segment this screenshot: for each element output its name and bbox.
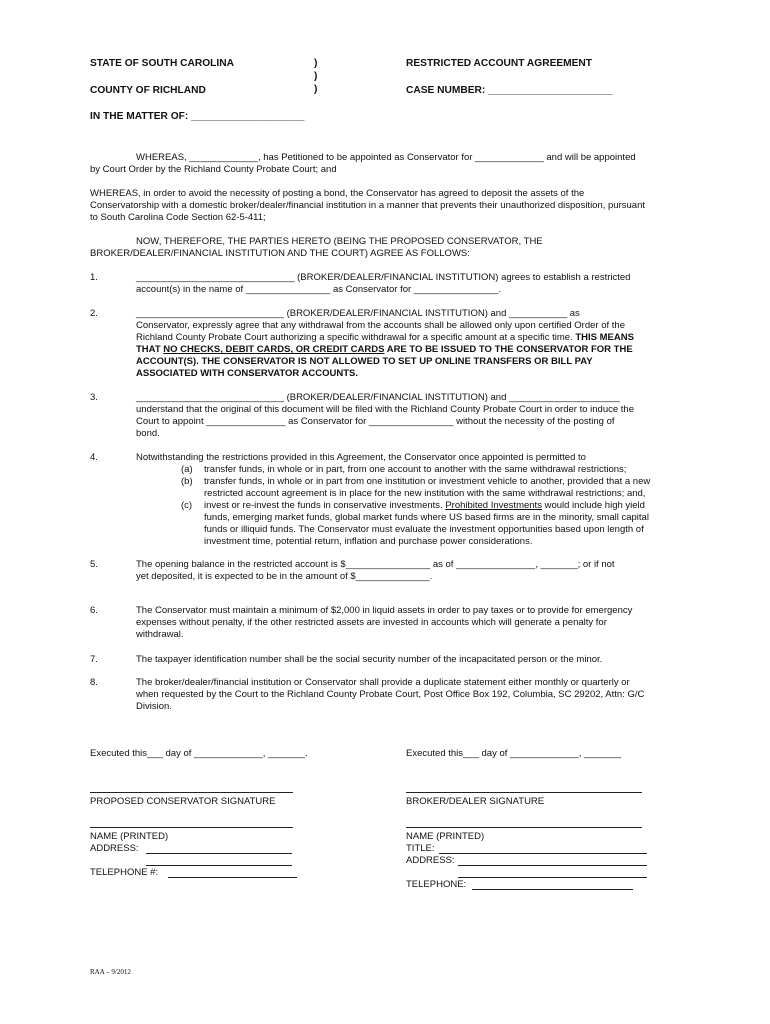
conservator-address-line[interactable]	[146, 853, 292, 854]
conservator-address-line-2[interactable]	[146, 865, 292, 866]
item-8-line: Division.	[136, 701, 172, 712]
item-5-line: yet deposited, it is expected to be in the amount of $______________.	[136, 571, 433, 582]
caption-paren: )	[314, 58, 318, 69]
item-number: 5.	[90, 559, 98, 570]
broker-name-line[interactable]	[406, 827, 642, 828]
broker-telephone-label: TELEPHONE:	[406, 879, 467, 890]
conservator-telephone-line[interactable]	[168, 877, 297, 878]
item-number: 7.	[90, 654, 98, 665]
item-5-line: The opening balance in the restricted account is $________________ as of _______________, _______; or if not	[136, 559, 615, 570]
item-1-line: ______________________________ (BROKER/DEALER/FINANCIAL INSTITUTION) agrees to establish a restricted	[136, 272, 631, 283]
item-4-line: investment time, potential return, inflation and purchase power considerations.	[204, 536, 533, 547]
item-number: 8.	[90, 677, 98, 688]
now-therefore-line: BROKER/DEALER/FINANCIAL INSTITUTION AND THE COURT) AGREE AS FOLLOWS:	[90, 248, 470, 259]
conservator-address-label: ADDRESS:	[90, 843, 139, 854]
broker-signature-line[interactable]	[406, 792, 642, 793]
item-number: 1.	[90, 272, 98, 283]
conservator-signature-label: PROPOSED CONSERVATOR SIGNATURE	[90, 796, 276, 807]
item-4-line	[204, 500, 645, 512]
form-code: RAA – 9/2012	[90, 968, 131, 976]
item-2-line: ASSOCIATED WITH CONSERVATOR ACCOUNTS.	[136, 368, 359, 379]
caption-paren: )	[314, 84, 318, 95]
broker-title-label: TITLE:	[406, 843, 435, 854]
broker-title-line[interactable]	[439, 853, 647, 854]
item-2-line: ____________________________ (BROKER/DEALER/FINANCIAL INSTITUTION) and ___________ as	[136, 308, 580, 319]
whereas-2-line: to South Carolina Code Section 62-5-411;	[90, 212, 266, 223]
item-4-sublabel: (a)	[181, 464, 193, 475]
broker-telephone-line[interactable]	[472, 889, 633, 890]
item-4-text: would include high yield	[541, 500, 645, 511]
item-4-sublabel: (c)	[181, 500, 193, 511]
item-2-emphasis-underlined: NO CHECKS, DEBIT CARDS, OR CREDIT CARDS	[163, 344, 385, 355]
caption-paren: )	[314, 71, 318, 82]
whereas-1-line: WHEREAS, _____________, has Petitioned to be appointed as Conservator for _____________ and will be appointed	[136, 152, 636, 163]
item-4-line: funds, emerging market funds, global market funds where US based firms are in the minority, small capital	[204, 512, 649, 523]
county-heading: COUNTY OF RICHLAND	[90, 85, 206, 96]
right-executed-line[interactable]: Executed this___ day of _____________, _______	[406, 748, 621, 759]
item-3-line: understand that the original of this document will be filed with the Richland County Probate Court in order to induce the	[136, 404, 634, 415]
case-number-field[interactable]: CASE NUMBER: ______________________	[406, 85, 613, 96]
item-4-line: Notwithstanding the restrictions provided in this Agreement, the Conservator once appointed is permitted to	[136, 452, 586, 463]
whereas-1-line: by Court Order by the Richland County Probate Court; and	[90, 164, 337, 175]
item-6-line: expenses without penalty, if the other restricted assets are invested in accounts which will generate a penalty for	[136, 617, 607, 628]
item-number: 6.	[90, 605, 98, 616]
broker-signature-label: BROKER/DEALER SIGNATURE	[406, 796, 545, 807]
item-1-line: account(s) in the name of ________________ as Conservator for ________________.	[136, 284, 501, 295]
state-heading: STATE OF SOUTH CAROLINA	[90, 58, 234, 69]
item-2-line	[136, 344, 633, 356]
matter-field[interactable]: IN THE MATTER OF: ____________________	[90, 111, 305, 122]
item-4-line: funds or illiquid funds. The Conservator must evaluate the investment opportunities based upon length of	[204, 524, 644, 535]
item-number: 4.	[90, 452, 98, 463]
broker-name-label: NAME (PRINTED)	[406, 831, 485, 842]
item-4-text: invest or re-invest the funds in conservative investments.	[204, 500, 443, 511]
item-4-line: restricted account agreement is in place for the new institution with the same withdrawal restrictions; and,	[204, 488, 646, 499]
item-3-line: ____________________________ (BROKER/DEALER/FINANCIAL INSTITUTION) and _____________________	[136, 392, 620, 403]
broker-address-label: ADDRESS:	[406, 855, 455, 866]
broker-address-line-2[interactable]	[458, 877, 647, 878]
item-2-line	[136, 332, 634, 344]
now-therefore-line: NOW, THEREFORE, THE PARTIES HERETO (BEING THE PROPOSED CONSERVATOR, THE	[136, 236, 543, 247]
left-executed-line[interactable]: Executed this___ day of _____________, _______.	[90, 748, 308, 759]
broker-address-line[interactable]	[458, 865, 647, 866]
item-3-line: Court to appoint _______________ as Conservator for ________________ without the necessity of the posting of	[136, 416, 615, 427]
item-number: 3.	[90, 392, 98, 403]
item-4-sublabel: (b)	[181, 476, 193, 487]
item-2-text: Richland County Probate Court authorizing a specific withdrawal for a specific amount at a specific time.	[136, 332, 573, 343]
item-4-line: transfer funds, in whole or in part, from one account to another with the same withdrawal restrictions;	[204, 464, 627, 475]
conservator-name-line[interactable]	[90, 827, 293, 828]
item-6-line: The Conservator must maintain a minimum of $2,000 in liquid assets in order to pay taxes or to provide for emergency	[136, 605, 633, 616]
item-2-emphasis: ARE TO BE ISSUED TO THE CONSERVATOR FOR THE	[384, 344, 633, 355]
item-6-line: withdrawal.	[136, 629, 184, 640]
item-2-emphasis: THAT	[136, 344, 164, 355]
item-7-line: The taxpayer identification number shall be the social security number of the incapacitated person or the minor.	[136, 654, 603, 665]
conservator-signature-line[interactable]	[90, 792, 293, 793]
item-2-emphasis: THIS MEANS	[575, 332, 634, 343]
item-number: 2.	[90, 308, 98, 319]
item-2-line: ACCOUNT(S). THE CONSERVATOR IS NOT ALLOWED TO SET UP ONLINE TRANSFERS OR BILL PAY	[136, 356, 593, 367]
item-3-line: bond.	[136, 428, 160, 439]
prohibited-investments-term: Prohibited Investments	[445, 500, 542, 511]
item-2-line: Conservator, expressly agree that any withdrawal from the accounts shall be allowed only upon certified Order of the	[136, 320, 625, 331]
whereas-2-line: WHEREAS, in order to avoid the necessity of posting a bond, the Conservator has agreed to deposit the assets of the	[90, 188, 585, 199]
item-8-line: when requested by the Court to the Richland County Probate Court, Post Office Box 192, Columbia, SC 29202, Attn: G/C	[136, 689, 645, 700]
conservator-name-label: NAME (PRINTED)	[90, 831, 169, 842]
whereas-2-line: Conservatorship with a domestic broker/dealer/financial institution in a manner that prevents their unauthorized disposition, pursuant	[90, 200, 645, 211]
item-8-line: The broker/dealer/financial institution or Conservator shall provide a duplicate statement either monthly or quarterly or	[136, 677, 630, 688]
item-4-line: transfer funds, in whole or in part from one institution or investment vehicle to another, provided that a new	[204, 476, 651, 487]
conservator-telephone-label: TELEPHONE #:	[90, 867, 159, 878]
document-title: RESTRICTED ACCOUNT AGREEMENT	[406, 58, 593, 69]
